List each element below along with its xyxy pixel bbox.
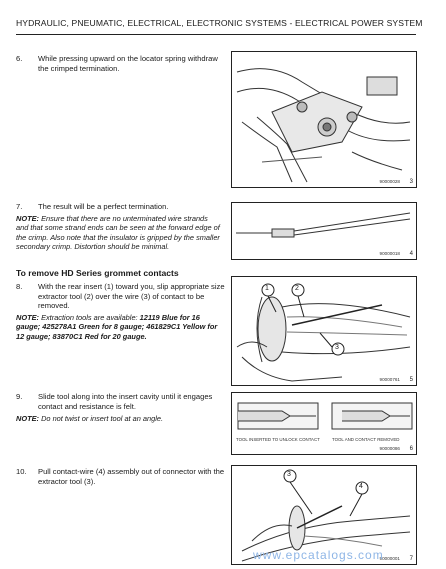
step-number: 9. (16, 392, 23, 401)
note-text-intro: Extraction tools are available: (41, 313, 140, 322)
figure-code: 90000018 (379, 251, 400, 256)
step-10 (16, 467, 231, 489)
figure-code: 90000761 (379, 377, 400, 382)
note-label: NOTE: (16, 214, 39, 223)
step-text: Slide tool along into the insert cavity until it engages contact and resistance is felt. (38, 392, 213, 411)
note-text-parts: 12119 Blue for 16 gauge; 425278A1 Green for 8 gauge; 461829C1 Yellow for 12 gauge; 83870C1 Red for 20 gauge. (16, 313, 218, 341)
step-number: 6. (16, 54, 23, 63)
note-step-8 (16, 313, 221, 341)
figure-terminated-wire (231, 202, 417, 260)
note-text: Ensure that there are no unterminated wire strands and that some strand ends can be seen at the forward edge of the crimp. Also note that the insulator is gripped by the smaller secondary crimp. Distortion should be minimal. (16, 214, 220, 251)
note-label: NOTE: (16, 414, 39, 423)
callout-2: 2 (295, 285, 299, 292)
step-8 (16, 282, 231, 312)
callout-1: 1 (265, 285, 269, 292)
figure-crimp-tool (231, 51, 417, 188)
figure-tool-insert (231, 392, 417, 455)
note-step-9 (16, 414, 221, 423)
crimp-tool-illustration (232, 52, 416, 187)
step-number: 8. (16, 282, 23, 291)
right-caption: TOOL AND CONTACT REMOVED (332, 437, 400, 442)
step-7 (16, 202, 231, 214)
step-text: While pressing upward on the locator spring withdraw the crimped termination. (38, 54, 218, 73)
tool-insert-illustration (232, 393, 416, 454)
callout-3: 3 (335, 344, 339, 351)
figure-number: 5 (409, 377, 413, 383)
figure-code: 90000001 (379, 556, 400, 561)
note-step-7 (16, 214, 221, 251)
step-9 (16, 392, 231, 414)
step-text: The result will be a perfect termination. (38, 202, 169, 211)
header-rule (16, 34, 416, 35)
figure-code: 90000086 (379, 446, 400, 451)
step-number: 7. (16, 202, 23, 211)
figure-number: 4 (409, 251, 413, 257)
step-text: With the rear insert (1) toward you, slip appropriate size extractor tool (2) over the wire (3) of contact to be removed. (38, 282, 225, 311)
extractor-tool-illustration (232, 277, 416, 385)
note-label: NOTE: (16, 313, 39, 322)
section-title: To remove HD Series grommet contacts (16, 268, 179, 278)
figure-extractor-tool (231, 276, 417, 386)
note-text: Do not twist or insert tool at an angle. (41, 414, 164, 423)
step-number: 10. (16, 467, 27, 476)
figure-number: 3 (409, 179, 413, 185)
step-6 (16, 54, 231, 76)
callout-3: 3 (287, 471, 291, 478)
watermark: www.epcatalogs.com (253, 548, 384, 562)
step-text: Pull contact-wire (4) assembly out of connector with the extractor tool (3). (38, 467, 225, 486)
callout-4: 4 (359, 483, 363, 490)
figure-number: 7 (409, 556, 413, 562)
figure-number: 6 (409, 446, 413, 452)
left-caption: TOOL INSERTED TO UNLOCK CONTACT (236, 437, 320, 442)
page-header: HYDRAULIC, PNEUMATIC, ELECTRICAL, ELECTRONIC SYSTEMS - ELECTRICAL POWER SYSTEM (16, 18, 423, 28)
figure-code: 90000028 (379, 179, 400, 184)
